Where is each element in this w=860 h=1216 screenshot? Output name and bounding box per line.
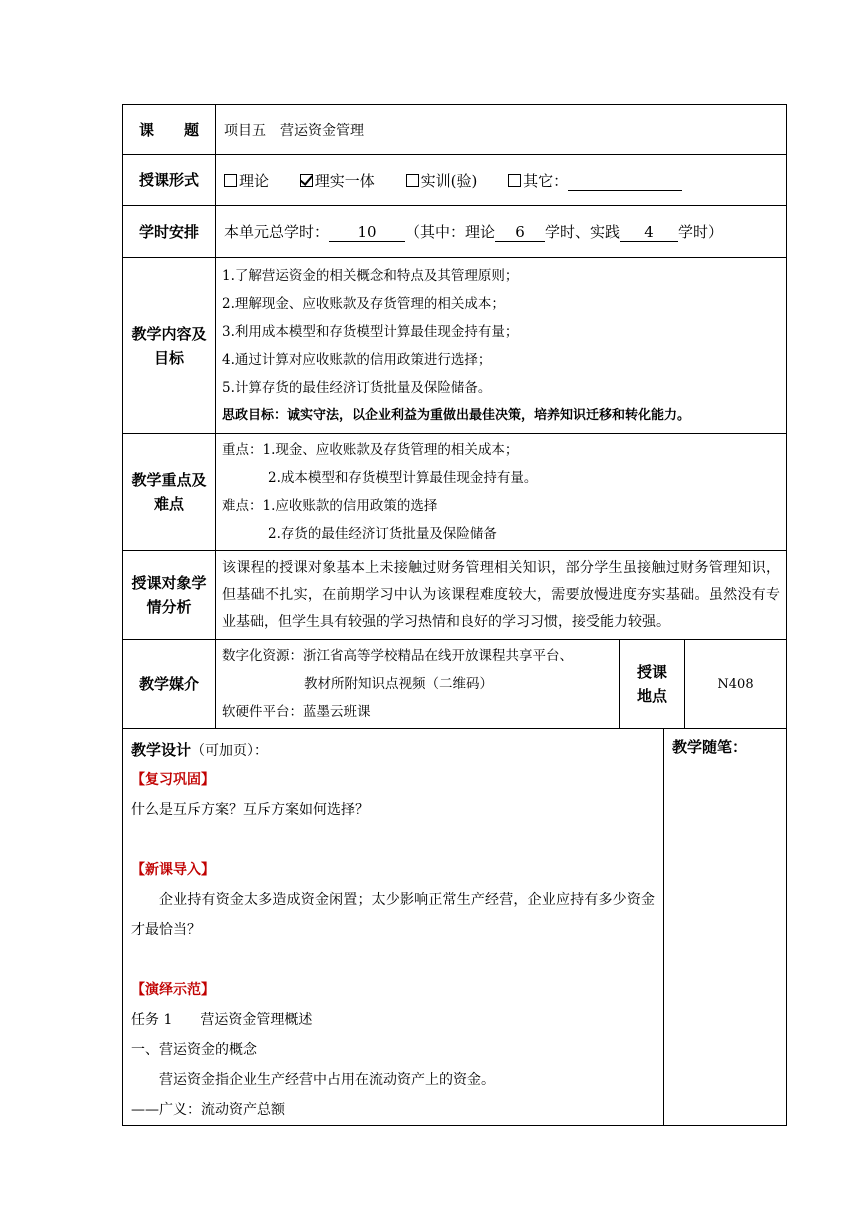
design-content: [123, 729, 664, 1126]
hours-row: [123, 206, 787, 258]
format-options: [216, 155, 787, 206]
keypoint-line: 难点：1.应收账款的信用政策的选择: [222, 498, 438, 514]
option-practical-label: 实训(验): [420, 171, 478, 190]
keypoint-line: 2.成本模型和存货模型计算最佳现金持有量。: [268, 470, 538, 486]
media-line3: 软硬件平台：蓝墨云班课: [222, 704, 371, 720]
notes-column[interactable]: [664, 729, 787, 1126]
other-blank[interactable]: [568, 172, 682, 191]
objectives-list: [216, 258, 787, 434]
lesson-plan-form: [122, 104, 786, 1126]
analysis-text: [216, 551, 787, 640]
objectives-label: 教学内容及目标: [123, 258, 216, 434]
checkbox-other[interactable]: [508, 174, 521, 187]
definition-text: 营运资金指企业生产经营中占用在流动资产上的资金。: [159, 1072, 495, 1088]
media-line1: 数字化资源：浙江省高等学校精品在线开放课程共享平台、: [222, 648, 573, 664]
option-integrated[interactable]: [300, 172, 375, 190]
location-label: 授课地点: [620, 640, 685, 729]
option-integrated-label: 理实一体: [314, 171, 375, 190]
demo-heading: 【演绎示范】: [131, 982, 215, 998]
option-other-label: 其它：: [523, 171, 569, 190]
analysis-row: [123, 551, 787, 640]
option-theory[interactable]: [224, 172, 269, 190]
option-practical[interactable]: [406, 172, 478, 190]
design-title: 教学设计: [131, 741, 192, 759]
objective-item: 5.计算存货的最佳经济订货批量及保险储备。: [222, 379, 492, 396]
task-title: 任务 1 营运资金管理概述: [131, 1012, 313, 1028]
broad-definition: ——广义：流动资产总额: [131, 1102, 285, 1118]
objective-item: 4.通过计算对应收账款的信用政策进行选择；: [222, 351, 492, 368]
objectives-row: [123, 258, 787, 434]
topic-row: [123, 105, 787, 155]
review-heading: 【复习巩固】: [131, 772, 215, 788]
review-question: 什么是互斥方案？互斥方案如何选择？: [131, 802, 369, 818]
keypoints-row: [123, 434, 787, 551]
design-title-note: （可加页）：: [191, 743, 269, 759]
notes-title: 教学随笔：: [672, 738, 748, 756]
lesson-plan-table: [122, 104, 787, 729]
design-table: [122, 729, 787, 1126]
keypoint-line: 重点：1.现金、应收账款及存货管理的相关成本；: [222, 442, 519, 458]
design-row: [123, 729, 787, 1126]
objective-item: 1.了解营运资金的相关概念和特点及其管理原则；: [222, 267, 519, 284]
format-label: 授课形式: [123, 155, 216, 206]
option-other[interactable]: [508, 172, 682, 190]
hours-suffix: 学时）: [678, 223, 724, 241]
topic-label: 课 题: [123, 105, 216, 155]
keypoints-list: [216, 434, 787, 551]
option-theory-label: 理论: [239, 171, 270, 190]
hours-prefix: 本单元总学时：: [224, 223, 330, 241]
checkbox-integrated[interactable]: [300, 174, 313, 187]
media-label: 教学媒介: [123, 640, 216, 729]
intro-heading: 【新课导入】: [131, 862, 215, 878]
analysis-paragraph: 该课程的授课对象基本上未接触过财务管理相关知识，部分学生虽接触过财务管理知识，但基础不扎实，在前期学习中认为该课程难度较大，需要放慢进度夯实基础。虽然没有专业基础，但学生具有较强的学习热情和良好的学习习惯，接受能力较强。: [222, 559, 781, 630]
media-line2: 教材所附知识点视频（二维码）: [304, 676, 493, 692]
analysis-label: 授课对象学情分析: [123, 551, 216, 640]
objective-item: 3.利用成本模型和存货模型计算最佳现金持有量；: [222, 323, 519, 340]
hours-value: [216, 206, 787, 258]
format-row: [123, 155, 787, 206]
hours-mid2: 学时、实践: [545, 223, 621, 241]
hours-practice: 4: [620, 223, 678, 242]
ideology-goal: 思政目标：诚实守法，以企业利益为重做出最佳决策，培养知识迁移和转化能力。: [222, 407, 691, 423]
hours-total: 10: [329, 223, 405, 242]
hours-label: 学时安排: [123, 206, 216, 258]
hours-theory: 6: [495, 223, 545, 242]
checkbox-theory[interactable]: [224, 174, 237, 187]
intro-text: 企业持有资金太多造成资金闲置；太少影响正常生产经营，企业应持有多少资金才最恰当？: [131, 892, 655, 938]
topic-value: 项目五 营运资金管理: [216, 105, 787, 155]
hours-mid1: （其中：理论: [405, 223, 496, 241]
keypoint-line: 2.存货的最佳经济订货批量及保险储备: [268, 526, 497, 542]
media-row: [123, 640, 787, 729]
checkbox-practical[interactable]: [406, 174, 419, 187]
media-content: [216, 640, 620, 729]
section-title: 一、营运资金的概念: [131, 1042, 257, 1058]
objective-item: 2.理解现金、应收账款及存货管理的相关成本；: [222, 295, 505, 312]
keypoints-label: 教学重点及难点: [123, 434, 216, 551]
location-value: N408: [685, 640, 787, 729]
